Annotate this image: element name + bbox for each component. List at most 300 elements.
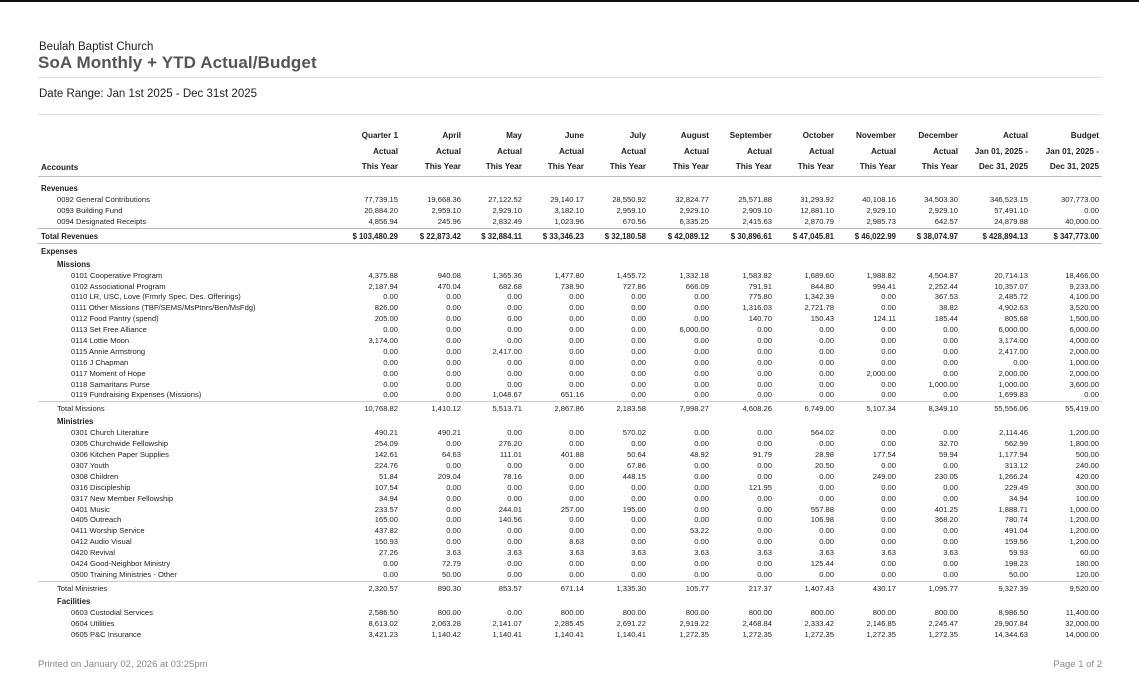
amount-cell: 0.00	[569, 493, 584, 503]
amount-cell: 78.16	[502, 471, 522, 481]
amount-cell: 6,749.00	[804, 404, 834, 414]
amount-cell: 0.00	[757, 379, 772, 389]
amount-cell: 38.82	[938, 303, 958, 313]
amount-cell: 5,513.71	[492, 404, 522, 414]
amount-cell: 0.00	[507, 461, 522, 471]
amount-cell: 150.43	[810, 314, 834, 324]
amount-cell: 0.00	[694, 493, 709, 503]
amount-cell: 20.50	[814, 461, 834, 471]
amount-cell: 0.00	[943, 325, 958, 335]
amount-cell: 3,174.00	[998, 336, 1028, 346]
amount-cell: 0.00	[569, 439, 584, 449]
amount-cell: 0.00	[383, 390, 398, 400]
amount-cell: 670.56	[622, 216, 646, 226]
amount-cell: 800.00	[437, 607, 461, 617]
column-header-line: October	[802, 131, 834, 140]
amount-cell: 490.21	[374, 428, 398, 438]
amount-cell: 195.00	[622, 504, 646, 514]
amount-cell: 1,689.60	[804, 270, 834, 280]
column-header-line: This Year	[859, 162, 896, 171]
amount-cell: 0.00	[943, 336, 958, 346]
amount-cell: 8,986.50	[998, 607, 1028, 617]
column-header	[948, 128, 1028, 176]
amount-cell: 0.00	[757, 368, 772, 378]
amount-cell: 0.00	[694, 461, 709, 471]
amount-cell: 0.00	[446, 336, 461, 346]
amount-cell: 64.63	[441, 450, 461, 460]
amount-cell: 0.00	[881, 390, 896, 400]
amount-cell: 0.00	[631, 346, 646, 356]
amount-cell: 10,768.82	[364, 404, 398, 414]
account-row	[38, 483, 1102, 494]
amount-cell: 800.00	[622, 607, 646, 617]
amount-cell: 2,832.49	[492, 216, 522, 226]
amount-cell: 0.00	[757, 569, 772, 579]
account-label: 0102 Associational Program	[71, 281, 166, 291]
amount-cell: 0.00	[819, 537, 834, 547]
amount-cell: 0.00	[507, 482, 522, 492]
amount-cell: 1,023.96	[554, 216, 584, 226]
amount-cell: 0.00	[383, 559, 398, 569]
amount-cell: $ 33,346.23	[542, 231, 584, 241]
amount-cell: 209.04	[437, 471, 461, 481]
amount-cell: 0.00	[631, 314, 646, 324]
amount-cell: 1,200.00	[1069, 537, 1099, 547]
amount-cell: $ 32,884.11	[481, 231, 522, 241]
amount-cell: 3,421.23	[368, 629, 398, 639]
amount-cell: 8,613.02	[368, 618, 398, 628]
account-label: 0424 Good-Neighbor Ministry	[71, 559, 171, 569]
report-title: SoA Monthly + YTD Actual/Budget	[38, 53, 317, 72]
amount-cell: 2,141.07	[492, 618, 522, 628]
account-label: 0113 Set Free Alliance	[71, 325, 147, 335]
amount-cell: 0.00	[881, 482, 896, 492]
amount-cell: 2,586.50	[368, 607, 398, 617]
column-header-line: Actual	[932, 146, 958, 156]
amount-cell: $ 22,873.42	[419, 231, 461, 241]
amount-cell: 53.22	[689, 526, 709, 536]
amount-cell: 140.70	[748, 314, 772, 324]
amount-cell: 77,739.15	[364, 195, 398, 204]
account-label: Missions	[57, 259, 91, 269]
amount-cell: 0.00	[446, 482, 461, 492]
account-label: 0316 Discipleship	[71, 482, 131, 492]
amount-cell: 2,320.57	[368, 583, 398, 593]
amount-cell: 800.00	[560, 607, 584, 617]
account-row	[38, 325, 1102, 336]
amount-cell: 1,583.82	[742, 270, 772, 280]
account-label: 0094 Designated Receipts	[57, 216, 147, 226]
amount-cell: 3.63	[881, 548, 896, 558]
amount-cell: $ 47,045.81	[792, 231, 834, 241]
column-header-line: Actual	[746, 146, 772, 156]
amount-cell: 159.56	[1004, 537, 1028, 547]
account-row	[38, 450, 1102, 461]
amount-cell: 1,888.71	[998, 504, 1028, 514]
column-header-line: July	[629, 131, 646, 140]
amount-cell: 28,550.92	[612, 195, 646, 204]
amount-cell: 0.00	[569, 559, 584, 569]
amount-cell: 0.00	[446, 390, 461, 400]
amount-cell: 19,668.36	[427, 195, 461, 204]
amount-cell: 2,417.00	[998, 346, 1028, 356]
amount-cell: 0.00	[943, 390, 958, 400]
amount-cell: 1,177.94	[998, 450, 1028, 460]
account-row	[38, 619, 1102, 630]
amount-cell: $ 347,773.00	[1053, 231, 1099, 241]
amount-cell: $ 103,480.29	[352, 231, 398, 241]
amount-cell: 3.63	[819, 548, 834, 558]
column-header-line: November	[855, 131, 896, 140]
amount-cell: 1,200.00	[1069, 515, 1099, 525]
amount-cell: 437.82	[374, 526, 398, 536]
column-header-line: Actual	[683, 146, 709, 156]
account-label: 0605 P&C Insurance	[71, 629, 142, 639]
amount-cell: 55,419.00	[1065, 404, 1099, 414]
amount-cell: 2,146.85	[866, 618, 896, 628]
amount-cell: 32.70	[938, 439, 958, 449]
amount-cell: 0.00	[569, 482, 584, 492]
amount-cell: 0.00	[943, 526, 958, 536]
amount-cell: 0.00	[881, 325, 896, 335]
amount-cell: 0.00	[631, 357, 646, 367]
amount-cell: 2,114.46	[999, 428, 1028, 438]
amount-cell: 401.88	[560, 450, 584, 460]
amount-cell: 67.86	[626, 461, 646, 471]
amount-cell: 0.00	[881, 346, 896, 356]
amount-cell: 2,415.63	[742, 216, 772, 226]
amount-cell: 0.00	[507, 314, 522, 324]
amount-cell: 0.00	[383, 292, 398, 302]
account-label: 0119 Fundraising Expenses (Missions)	[71, 390, 202, 400]
amount-cell: $ 428,894.13	[982, 231, 1028, 241]
amount-cell: 165.00	[374, 515, 398, 525]
amount-cell: 800.00	[934, 607, 958, 617]
amount-cell: 18,466.00	[1065, 270, 1099, 280]
amount-cell: 50.64	[626, 450, 646, 460]
amount-cell: 276.20	[498, 439, 522, 449]
amount-cell: 9,327.39	[998, 583, 1028, 593]
amount-cell: 0.00	[757, 461, 772, 471]
amount-cell: 570.02	[622, 428, 646, 438]
amount-cell: 0.00	[757, 428, 772, 438]
subsection-heading-row	[38, 415, 1102, 428]
amount-cell: 50.00	[1008, 569, 1028, 579]
amount-cell: 1,000.00	[928, 379, 958, 389]
amount-cell: 1,140.41	[554, 629, 584, 639]
amount-cell: 0.00	[881, 537, 896, 547]
amount-cell: 0.00	[694, 357, 709, 367]
amount-cell: 2,333.42	[804, 618, 834, 628]
amount-cell: 1,000.00	[1069, 504, 1099, 514]
account-label: 0111 Other Missions (TBF/SEMS/MsPtnrs/Ben/MsFdg)	[71, 303, 256, 313]
amount-cell: 0.00	[446, 357, 461, 367]
account-label: 0092 General Contributions	[57, 195, 150, 204]
printed-timestamp: Printed on January 02, 2026 at 03:25pm	[38, 659, 208, 670]
amount-cell: 0.00	[694, 368, 709, 378]
amount-cell: 6,000.00	[998, 325, 1028, 335]
amount-cell: 0.00	[943, 428, 958, 438]
amount-cell: 0.00	[819, 390, 834, 400]
amount-cell: 0.00	[383, 325, 398, 335]
amount-cell: 0.00	[507, 493, 522, 503]
amount-cell: 0.00	[507, 357, 522, 367]
account-label: 0101 Cooperative Program	[71, 270, 163, 280]
amount-cell: 651.16	[560, 390, 584, 400]
amount-cell: 2,000.00	[1069, 346, 1099, 356]
amount-cell: 0.00	[1013, 357, 1028, 367]
amount-cell: 177.54	[872, 450, 896, 460]
amount-cell: 245.96	[437, 216, 461, 226]
amount-cell: 0.00	[694, 314, 709, 324]
amount-cell: 4,902.63	[998, 303, 1028, 313]
amount-cell: 500.00	[1075, 450, 1099, 460]
amount-cell: 727.86	[622, 281, 646, 291]
account-label: 0401 Music	[71, 504, 110, 514]
amount-cell: 3.63	[569, 548, 584, 558]
amount-cell: 25,571.88	[738, 195, 772, 204]
amount-cell: 1,140.42	[431, 629, 461, 639]
amount-cell: 0.00	[631, 537, 646, 547]
amount-cell: 121.95	[748, 482, 772, 492]
amount-cell: 0.00	[446, 368, 461, 378]
amount-cell: 2,285.45	[554, 618, 584, 628]
amount-cell: 800.00	[748, 607, 772, 617]
amount-cell: 2,187.94	[368, 281, 398, 291]
amount-cell: 28.98	[814, 450, 834, 460]
amount-cell: 0.00	[943, 368, 958, 378]
amount-cell: 1,272.35	[679, 629, 709, 639]
account-row	[38, 608, 1102, 619]
account-label: 0117 Moment of Hope	[71, 368, 146, 378]
account-label: 0412 Audio Visual	[71, 537, 132, 547]
column-header-line: Quarter 1	[361, 131, 398, 140]
amount-cell: 198.23	[1004, 559, 1028, 569]
amount-cell: 1,140.41	[616, 629, 646, 639]
amount-cell: 2,252.44	[928, 281, 958, 291]
column-header-line: May	[506, 131, 522, 140]
amount-cell: 0.00	[819, 379, 834, 389]
amount-cell: 2,245.47	[928, 618, 958, 628]
amount-cell: 890.30	[437, 583, 461, 593]
amount-cell: 3.63	[694, 548, 709, 558]
amount-cell: 1,342.39	[804, 292, 834, 302]
amount-cell: 3,182.10	[554, 205, 584, 215]
column-header	[878, 128, 958, 176]
account-row	[38, 347, 1102, 358]
amount-cell: 0.00	[507, 303, 522, 313]
amount-cell: 0.00	[943, 482, 958, 492]
amount-cell: 0.00	[631, 569, 646, 579]
amount-cell: 10,357.07	[994, 281, 1028, 291]
account-row	[38, 515, 1102, 526]
amount-cell: 0.00	[446, 526, 461, 536]
amount-cell: 244.01	[498, 504, 522, 514]
amount-cell: 0.00	[881, 461, 896, 471]
amount-cell: 249.00	[872, 471, 896, 481]
amount-cell: 3,174.00	[368, 336, 398, 346]
column-header-line: Actual	[808, 146, 834, 156]
amount-cell: 0.00	[446, 537, 461, 547]
top-border	[0, 0, 1139, 2]
column-header-line: This Year	[361, 162, 398, 171]
amount-cell: 11,400.00	[1065, 607, 1099, 617]
amount-cell: 2,919.22	[679, 618, 709, 628]
amount-cell: 0.00	[757, 526, 772, 536]
amount-cell: 0.00	[507, 537, 522, 547]
amount-cell: 2,985.73	[866, 216, 896, 226]
amount-cell: 0.00	[631, 379, 646, 389]
amount-cell: 775.80	[748, 292, 772, 302]
amount-cell: 0.00	[819, 325, 834, 335]
amount-cell: 106.98	[810, 515, 834, 525]
column-header-line: This Year	[424, 162, 461, 171]
amount-cell: 27,122.52	[488, 195, 522, 204]
column-header-line: Actual	[435, 146, 461, 156]
amount-cell: 0.00	[943, 493, 958, 503]
amount-cell: 0.00	[507, 526, 522, 536]
column-header-line: Dec 31, 2025	[978, 162, 1028, 171]
subtotal-row	[38, 581, 1102, 595]
amount-cell: 1,200.00	[1069, 428, 1099, 438]
amount-cell: 0.00	[569, 471, 584, 481]
account-label: 0317 New Member Fellowship	[71, 493, 174, 503]
amount-cell: 0.00	[631, 482, 646, 492]
amount-cell: 0.00	[943, 569, 958, 579]
amount-cell: 0.00	[757, 439, 772, 449]
amount-cell: 29,140.17	[550, 195, 584, 204]
amount-cell: 0.00	[569, 346, 584, 356]
amount-cell: 666.09	[685, 281, 709, 291]
amount-cell: 48.92	[689, 450, 709, 460]
amount-cell: 0.00	[881, 336, 896, 346]
amount-cell: 0.00	[507, 569, 522, 579]
account-row	[38, 559, 1102, 570]
amount-cell: 791.91	[748, 281, 772, 291]
amount-cell: 0.00	[694, 559, 709, 569]
amount-cell: 1,988.82	[866, 270, 896, 280]
amount-cell: 0.00	[694, 537, 709, 547]
total-row	[38, 228, 1102, 244]
amount-cell: 20,714.13	[994, 270, 1028, 280]
amount-cell: 3,520.00	[1069, 303, 1099, 313]
amount-cell: 2,959.10	[431, 205, 461, 215]
amount-cell: 0.00	[569, 515, 584, 525]
amount-cell: 0.00	[819, 336, 834, 346]
amount-cell: 0.00	[631, 292, 646, 302]
account-label: 0405 Outreach	[71, 515, 122, 525]
account-row	[38, 472, 1102, 483]
account-label: 0308 Children	[71, 471, 119, 481]
amount-cell: 34,503.30	[924, 195, 958, 204]
amount-cell: 0.00	[446, 493, 461, 503]
amount-cell: 0.00	[819, 493, 834, 503]
amount-cell: 150.93	[374, 537, 398, 547]
amount-cell: 0.00	[757, 515, 772, 525]
column-header-line: June	[564, 131, 584, 140]
account-label: Facilities	[57, 596, 91, 606]
amount-cell: 738.90	[560, 281, 584, 291]
amount-cell: 0.00	[631, 526, 646, 536]
amount-cell: 9,520.00	[1069, 583, 1099, 593]
column-header-line: December	[918, 131, 958, 140]
account-label: 0305 Churchwide Fellowship	[71, 439, 169, 449]
amount-cell: 1,000.00	[998, 379, 1028, 389]
amount-cell: 0.00	[943, 461, 958, 471]
account-row	[38, 630, 1102, 641]
amount-cell: 27.26	[378, 548, 398, 558]
account-row	[38, 206, 1102, 217]
amount-cell: 0.00	[631, 303, 646, 313]
account-row	[38, 292, 1102, 303]
account-label: 0118 Samaritans Purse	[71, 379, 150, 389]
amount-cell: 0.00	[757, 390, 772, 400]
amount-cell: 2,721.78	[804, 303, 834, 313]
amount-cell: 1,000.00	[1069, 357, 1099, 367]
amount-cell: 4,856.94	[368, 216, 398, 226]
amount-cell: 313.12	[1004, 461, 1028, 471]
amount-cell: 1,407.43	[804, 583, 834, 593]
amount-cell: 9,233.00	[1069, 281, 1099, 291]
amount-cell: 0.00	[694, 471, 709, 481]
amount-cell: 0.00	[881, 559, 896, 569]
account-row	[38, 195, 1102, 206]
amount-cell: 31,293.92	[800, 195, 834, 204]
amount-cell: 0.00	[446, 379, 461, 389]
amount-cell: 2,063.28	[431, 618, 461, 628]
amount-cell: 0.00	[507, 368, 522, 378]
amount-cell: 4,608.26	[742, 404, 772, 414]
amount-cell: 2,691.22	[616, 618, 646, 628]
amount-cell: 2,929.10	[679, 205, 709, 215]
amount-cell: 826.00	[374, 303, 398, 313]
amount-cell: $ 30,896.61	[730, 231, 772, 241]
amount-cell: 448.15	[622, 471, 646, 481]
account-label: 0093 Building Fund	[57, 205, 123, 215]
amount-cell: 4,375.88	[368, 270, 398, 280]
account-row	[38, 271, 1102, 282]
account-row	[38, 390, 1102, 401]
amount-cell: 853.57	[498, 583, 522, 593]
amount-cell: 642.57	[934, 216, 958, 226]
account-row	[38, 303, 1102, 314]
amount-cell: 0.00	[383, 569, 398, 579]
amount-cell: 0.00	[446, 292, 461, 302]
amount-cell: 59.93	[1008, 548, 1028, 558]
amount-cell: 805.68	[1004, 314, 1028, 324]
amount-cell: 3.63	[943, 548, 958, 558]
amount-cell: 2,183.58	[616, 404, 646, 414]
amount-cell: 240.00	[1075, 461, 1099, 471]
amount-cell: 1,272.35	[928, 629, 958, 639]
amount-cell: 994.41	[872, 281, 896, 291]
amount-cell: 1,699.83	[998, 390, 1028, 400]
amount-cell: 0.00	[507, 428, 522, 438]
amount-cell: 2,867.86	[554, 404, 584, 414]
amount-cell: 0.00	[694, 390, 709, 400]
amount-cell: 40,108.16	[862, 195, 896, 204]
amount-cell: 29,907.84	[994, 618, 1028, 628]
amount-cell: 60.00	[1079, 548, 1099, 558]
column-header-line: This Year	[547, 162, 584, 171]
section-heading-row	[38, 244, 1102, 258]
amount-cell: 0.00	[694, 515, 709, 525]
amount-cell: 2,870.79	[804, 216, 834, 226]
amount-cell: 59.94	[938, 450, 958, 460]
amount-cell: 0.00	[507, 607, 522, 617]
amount-cell: 2,000.00	[1069, 368, 1099, 378]
amount-cell: 0.00	[569, 569, 584, 579]
